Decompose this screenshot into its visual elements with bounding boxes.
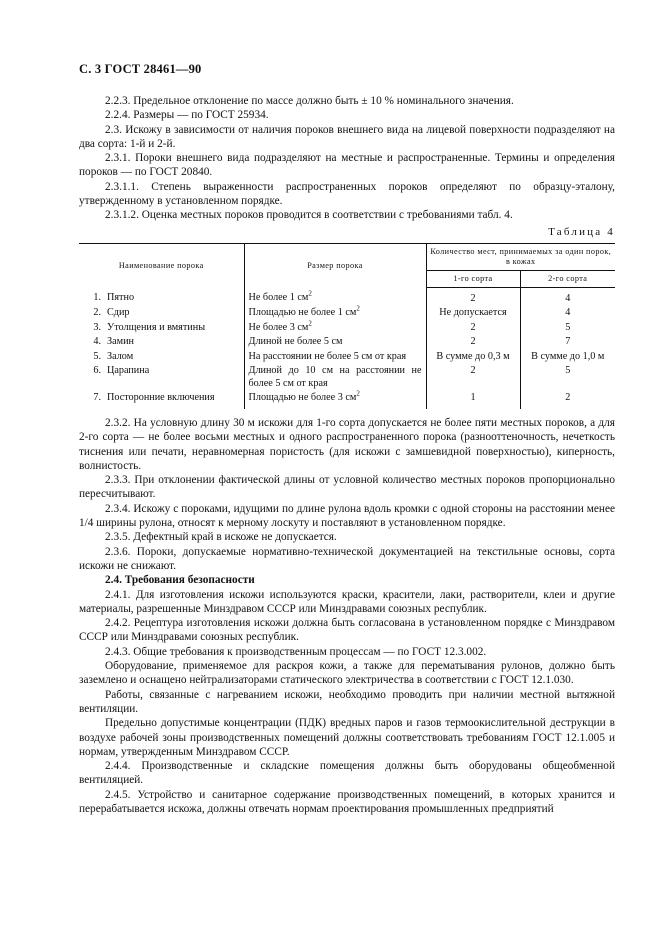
cell-size: Не более 1 $см^2$ bbox=[244, 287, 426, 306]
cell-grade-1: В сумме до 0,3 м bbox=[426, 350, 520, 365]
cell-grade-2: 4 bbox=[520, 306, 615, 321]
page-header: С. 3 ГОСТ 28461—90 bbox=[79, 62, 202, 76]
header-defect-name: Наименование порока bbox=[79, 243, 244, 287]
cell-grade-1: Не допускается bbox=[426, 306, 520, 321]
paragraph: 2.3.1.2. Оценка местных пороков проводится в соответствии с требованиями табл. 4. bbox=[105, 209, 513, 222]
paragraph: 2.3.1. Пороки внешнего вида подразделяют на местные и распространенные. Термины и определения пороков — по ГОСТ 20840. bbox=[79, 152, 615, 179]
table-row bbox=[79, 287, 615, 306]
header-quantity: Количество мест, принимаемых за один порок, в кожах bbox=[426, 243, 615, 270]
cell-name: 3. Утолщения и вмятины bbox=[93, 321, 206, 333]
cell-name: 5. Залом bbox=[93, 350, 134, 362]
cell-grade-2: 4 bbox=[520, 287, 615, 306]
paragraph: 2.3.6. Пороки, допускаемые нормативно-технической документацией на текстильные основы, сорта искожи не снижают. bbox=[79, 545, 615, 572]
cell-name: 6. Царапина bbox=[93, 365, 150, 377]
cell-grade-2: 7 bbox=[520, 335, 615, 350]
paragraph: 2.4.2. Рецептура изготовления искожи должна быть согласована в установленном порядке с Минздравом СССР или Минздравами союзных республик. bbox=[79, 617, 615, 644]
paragraph: 2.4.4. Производственные и складские помещения должны быть оборудованы общеобменной вентиляцией. bbox=[79, 760, 615, 787]
header-grade-2: 2-го сорта bbox=[520, 270, 615, 287]
paragraph: Работы, связанные с нагреванием искожи, необходимо проводить при наличии местной вытяжной вентиляции. bbox=[79, 688, 615, 715]
cell-size: На расстоянии не более 5 см от края bbox=[244, 350, 426, 365]
paragraph: 2.3.5. Дефектный край в искоже не допускается. bbox=[105, 531, 337, 544]
header-defect-size: Размер порока bbox=[244, 243, 426, 287]
table-row bbox=[79, 335, 615, 350]
table-row bbox=[79, 321, 615, 336]
header-grade-1: 1-го сорта bbox=[426, 270, 520, 287]
cell-grade-2: 5 bbox=[520, 321, 615, 336]
cell-size: Длиной до 10 см на расстоянии не более 5 см от края bbox=[244, 364, 426, 391]
document-body bbox=[79, 94, 615, 816]
table-caption: Таблица 4 bbox=[548, 225, 615, 238]
cell-name: 1. Пятно bbox=[93, 292, 135, 304]
section-heading: 2.4. Требования безопасности bbox=[105, 574, 255, 587]
paragraph: 2.3.3. При отклонении фактической длины от условной количество местных пороков пропорционально пересчитывают. bbox=[79, 474, 615, 501]
defects-table bbox=[79, 243, 615, 409]
paragraph: 2.3. Искожу в зависимости от наличия пороков внешнего вида на лицевой поверхности подразделяют на два сорта: 1-й и 2-й. bbox=[79, 123, 615, 150]
cell-grade-1: 2 bbox=[426, 335, 520, 350]
cell-size: Площадью не более 1 $см^2$ bbox=[244, 306, 426, 321]
paragraph: 2.3.1.1. Степень выраженности распространенных пороков определяют по образцу-эталону, утвержденному в установленном порядке. bbox=[79, 180, 615, 208]
paragraph: 2.3.4. Искожу с пороками, идущими по длине рулона вдоль кромки с одной стороны на расстоянии менее 1/4 ширины рулона, относят к мерному лоскуту и поставляют в установленном порядке. bbox=[79, 502, 615, 530]
paragraph: 2.2.4. Размеры — по ГОСТ 25934. bbox=[105, 109, 269, 122]
paragraph: 2.4.5. Устройство и санитарное содержание производственных помещений, в которых хранится и перерабатывается искожа, должны отвечать нормам проектирования промышленных предприятий bbox=[79, 788, 615, 815]
cell-grade-2: В сумме до 1,0 м bbox=[520, 350, 615, 365]
cell-grade-1: 2 bbox=[426, 287, 520, 306]
paragraph: 2.4.1. Для изготовления искожи используются краски, красители, лаки, растворители, клеи и другие материалы, разрешенные Минздравом СССР или Минздравами союзных республик. bbox=[79, 588, 615, 615]
cell-size: Площадью не более 3 $см^2$ bbox=[244, 391, 426, 409]
cell-grade-1: 2 bbox=[426, 321, 520, 336]
table-row bbox=[79, 364, 615, 391]
cell-name: 2. Сдир bbox=[93, 307, 130, 319]
cell-size: Не более 3 $см^2$ bbox=[244, 321, 426, 336]
paragraph: 2.4.3. Общие требования к производственным процессам — по ГОСТ 12.3.002. bbox=[105, 645, 487, 658]
cell-grade-2: 2 bbox=[520, 391, 615, 409]
paragraph: Оборудование, применяемое для раскроя кожи, а также для перематывания рулонов, должно быть заземлено и оснащено нейтрализаторами статического электричества в соответствии с ГОСТ 12.1.030. bbox=[79, 660, 615, 687]
cell-name: 7. Посторонние включения bbox=[93, 392, 215, 404]
table-row bbox=[79, 350, 615, 365]
cell-grade-1: 2 bbox=[426, 364, 520, 391]
paragraph: 2.2.3. Предельное отклонение по массе должно быть ± 10 % номинального значения. bbox=[105, 95, 514, 107]
cell-grade-1: 1 bbox=[426, 391, 520, 409]
table-row bbox=[79, 391, 615, 409]
cell-grade-2: 5 bbox=[520, 364, 615, 391]
cell-size: Длиной не более 5 см bbox=[244, 335, 426, 350]
table-row bbox=[79, 306, 615, 321]
paragraph: 2.3.2. На условную длину 30 м искожи для 1-го сорта допускается не более пяти местных пороков, а для 2-го сорта — не более восьми местных и одного распространенного порока (разнооттеночность, нечеткость тиснения или печати, неравномерная пористость (для искожи с замшевидной поверхностью), киперность, волнистость. bbox=[79, 416, 615, 472]
cell-name: 4. Замин bbox=[93, 336, 134, 348]
paragraph: Предельно допустимые концентрации (ПДК) вредных паров и газов термоокислительной деструкции в воздухе рабочей зоны производственных помещений должны соответствовать требованиям ГОСТ 12.1.005 и нормам, утвержденным Минздравом СССР. bbox=[79, 717, 615, 758]
